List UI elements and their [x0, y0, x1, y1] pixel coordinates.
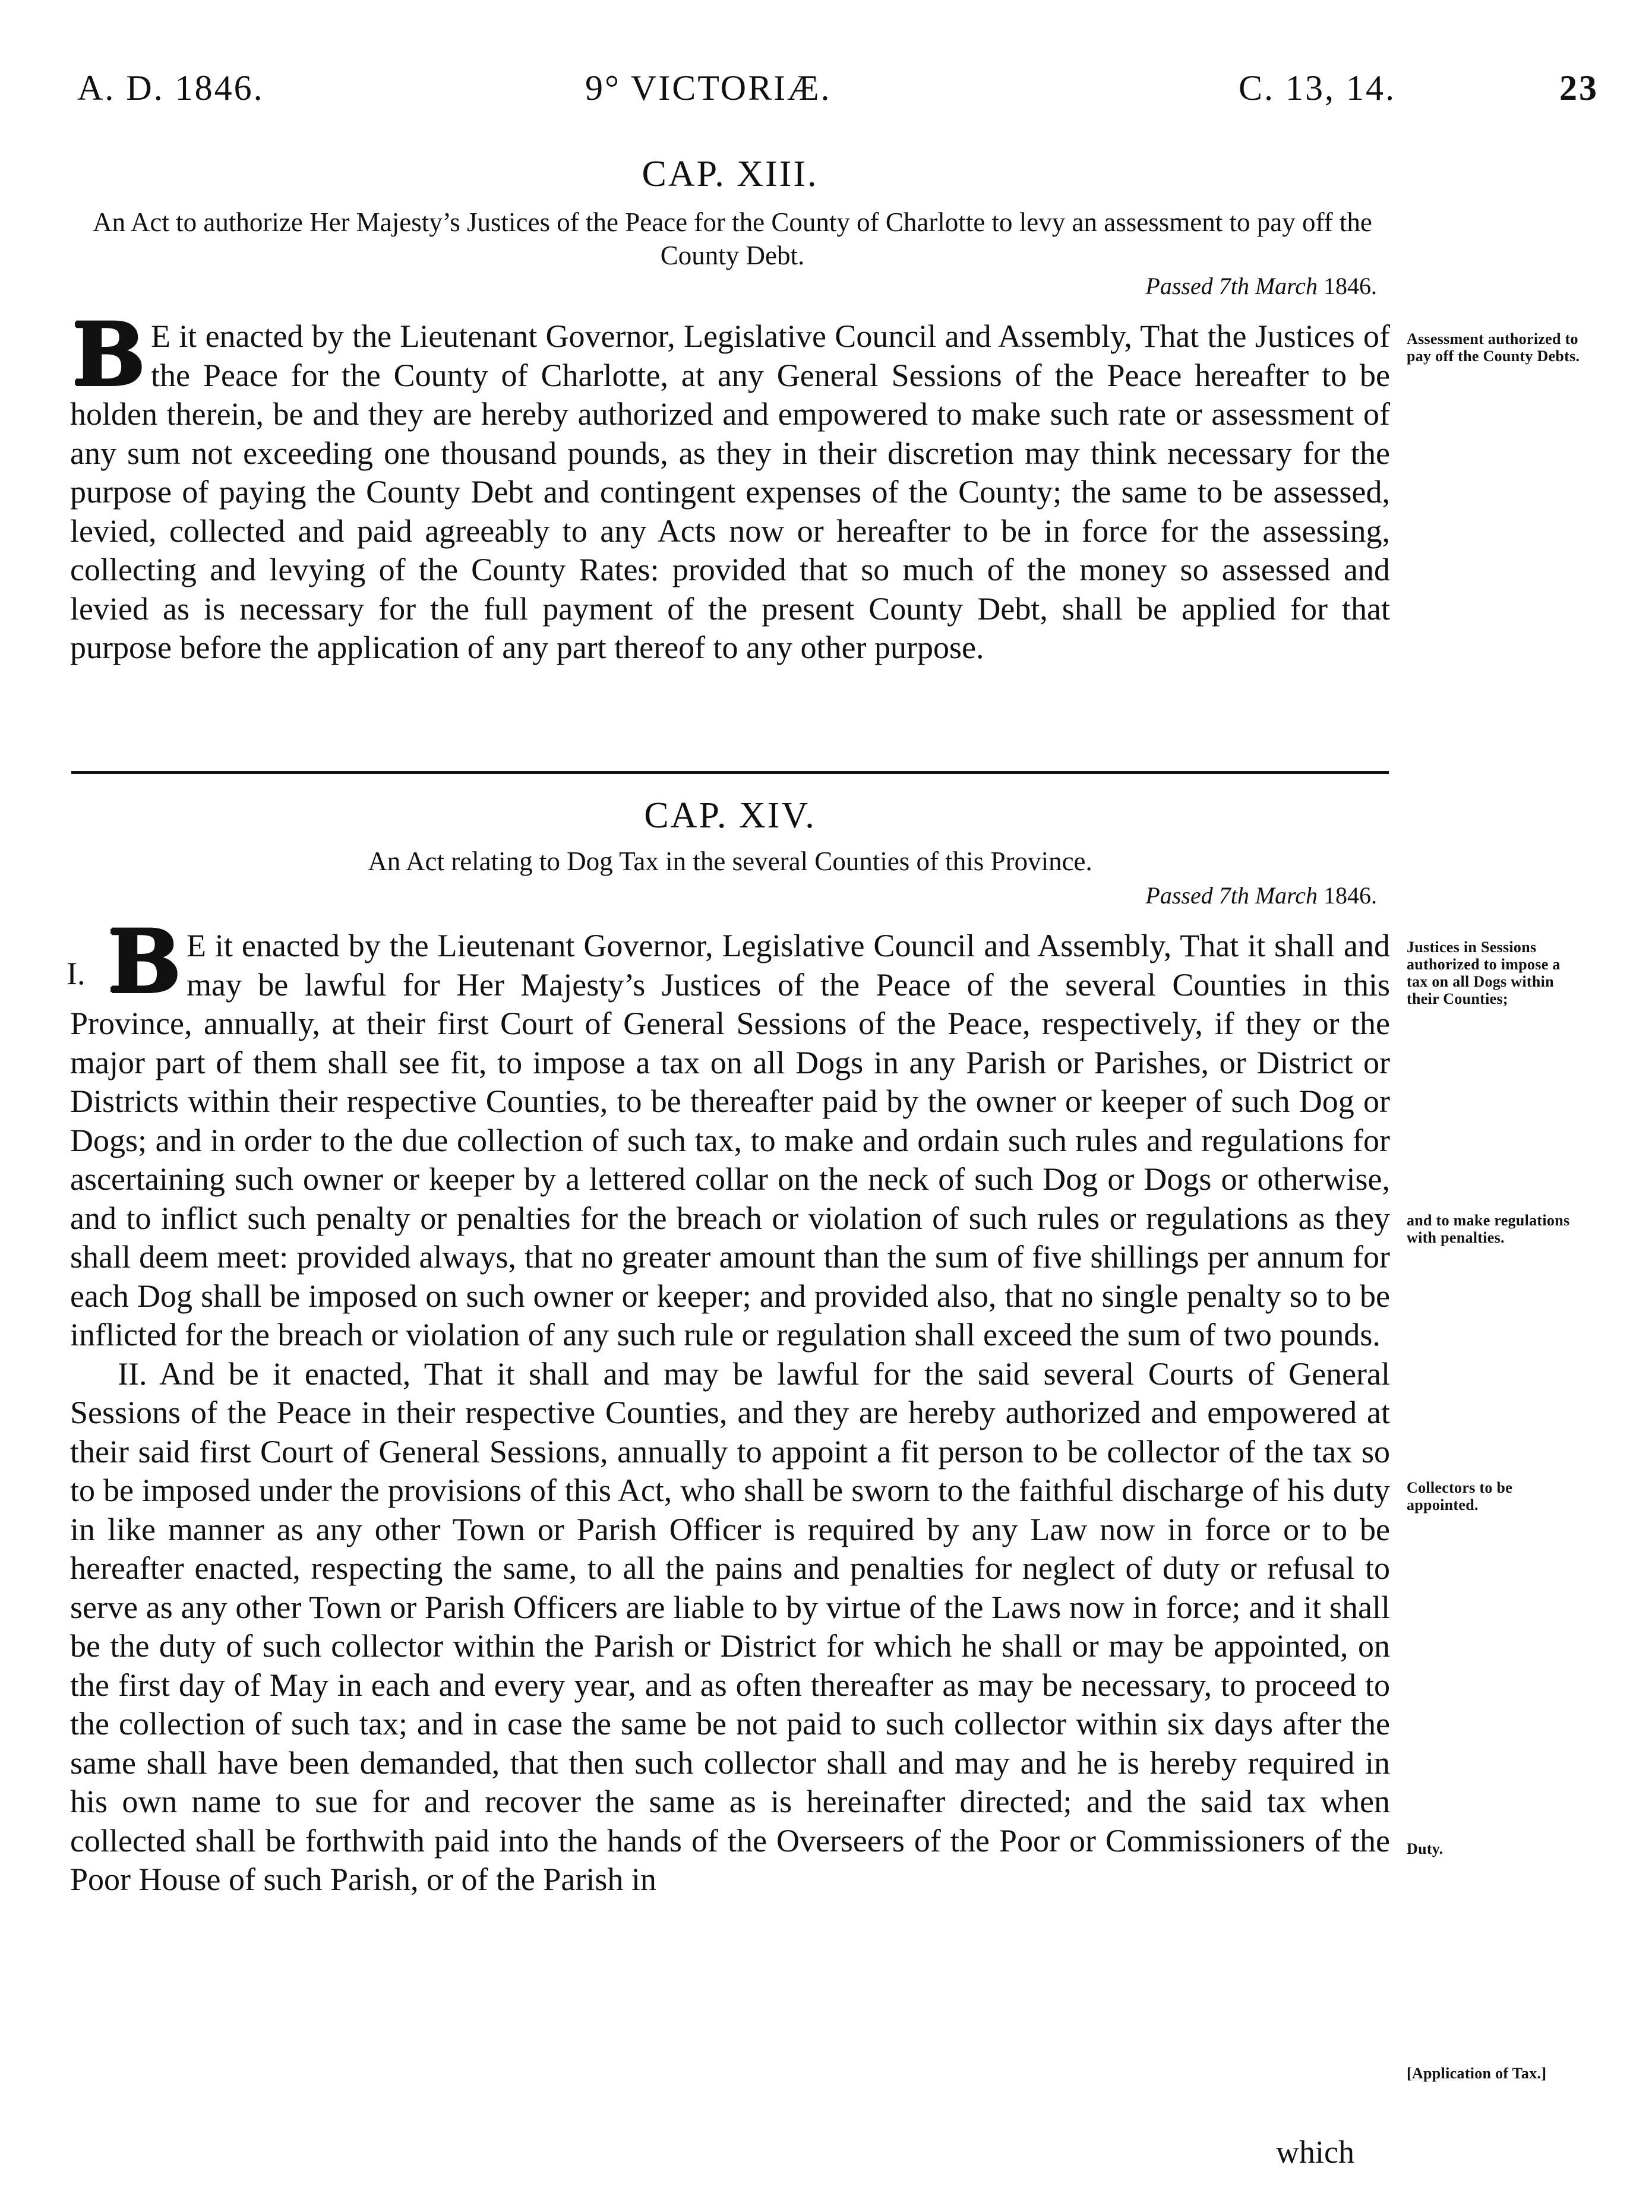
margin-note-application: [Application of Tax.] [1407, 2065, 1547, 2082]
cap-14-title: CAP. XIV. [644, 795, 816, 836]
page-number: 23 [1559, 68, 1599, 108]
catchword: which [1276, 2134, 1354, 2170]
cap-13-dropcap: B [72, 304, 143, 406]
cap-13-act-title-block [70, 206, 1395, 272]
margin-note-regulations: and to make regulations with penalties. [1407, 1212, 1570, 1246]
margin-note-duty: Duty. [1407, 1840, 1443, 1857]
cap-14-passed-label: Passed [1145, 882, 1213, 909]
margin-note-justices: Justices in Sessions authorized to impose a tax on all Dogs within their Counties; [1407, 938, 1561, 1007]
cap-14-heading [70, 797, 1390, 834]
cap-14-dropcap: B [108, 911, 179, 1013]
cap-13-text: E it enacted by the Lieutenant Governor, Legislative Council and Assembly, That the Justices of the Peace for the County of Charlotte, at any General Sessions of the Peace hereafter to be holden therein, be and they are hereby authorized and empowered to make such rate or assessment of any sum not exceeding one thousand pounds, as they in their discretion may think necessary for the purpose of paying the County Debt and contingent expenses of the County; the same to be assessed, levied, collected and paid agreeably to any Acts now or hereafter to be in force for the assessing, collecting and levying of the County Rates: provided that so much of the money so assessed and levied as is necessary for the full payment of the present County Debt, shall be applied for that purpose before the application of any part thereof to any other purpose. [70, 318, 1390, 665]
header-year: A. D. 1846. [77, 68, 264, 108]
cap-14-passed-year: 1846. [1324, 882, 1377, 909]
cap-14-passed-date: 7th March [1218, 882, 1318, 909]
cap-14-act-title: An Act relating to Dog Tax in the several Counties of this Province. [368, 846, 1092, 876]
cap-13-title: CAP. XIII. [642, 154, 819, 194]
cap-14-section-1-text: E it enacted by the Lieutenant Governor, Legislative Council and Assembly, That it shall and may be lawful for Her Majesty’s Justices of the Peace of the several Counties in this Province, annually, at their first Court of General Sessions of the Peace, respectively, if they or the major part of them shall see fit, to impose a tax on all Dogs in any Parish or Parishes, or District or Districts within their respective Counties, to be thereafter paid by the owner or keeper of such Dog or Dogs; and in order to the due collection of such tax, to make and ordain such rules and regulations for ascertaining such owner or keeper by a lettered collar on the neck of such Dog or Dogs or otherwise, and to inflict such penalty or penalties for the breach or violation of such rules or regulations as they shall deem meet: provided always, that no greater amount than the sum of five shillings per annum for each Dog shall be imposed on such owner or keeper; and provided also, that no single penalty so to be inflicted for the breach or violation of any such rule or regulation shall exceed the sum of two pounds. [70, 928, 1390, 1353]
header-chapters: C. 13, 14. [1239, 68, 1397, 108]
cap-13-act-title: An Act to authorize Her Majesty’s Justices of the Peace for the County of Charlotte to levy an assessment to pay off the County Debt. [93, 207, 1372, 270]
cap-13-passed-label: Passed [1145, 273, 1213, 299]
margin-note-collectors: Collectors to be appointed. [1407, 1479, 1513, 1513]
cap-14-body [67, 911, 1390, 1900]
cap-14-section-1-opening [67, 911, 187, 1013]
section-1-number: I. [67, 956, 86, 991]
cap-13-body [70, 304, 1390, 668]
cap-13-passed-date: 7th March [1218, 273, 1318, 299]
cap-14-act-title-block [70, 845, 1390, 878]
cap-13-passed-line [70, 274, 1390, 298]
cap-14-section-2-text: II. And be it enacted, That it shall and may be lawful for the said several Courts of General Sessions of the Peace in their respective Counties, and they are hereby authorized and empowered at their said first Court of General Sessions, annually to appoint a fit person to be collector of the tax so to be imposed under the provisions of this Act, who shall be sworn to the faithful discharge of his duty in like manner as any other Town or Parish Officer is required by any Law now in force or to be hereafter enacted, respecting the same, to all the pains and penalties for neglect of duty or refusal to serve as any other Town or Parish Officers are liable to by virtue of the Laws now in force; and it shall be the duty of such collector within the Parish or District for which he shall or may be appointed, on the first day of May in each and every year, and as often thereafter as may be necessary, to proceed to the collection of such tax; and in case the same be not paid to such collector within six days after the same shall have been demanded, that then such collector shall and may and he is hereby required in his own name to sue for and recover the same as is hereinafter directed; and the said tax when collected shall be forthwith paid into the hands of the Overseers of the Poor or Commissioners of the Poor House of such Parish, or of the Parish in [70, 1355, 1390, 1897]
margin-note-assessment: Assessment authorized to pay off the County Debts. [1407, 330, 1580, 365]
cap-14-passed-line [70, 884, 1390, 908]
header-reign: 9° VICTORIÆ. [585, 68, 832, 108]
cap-13-passed-year: 1846. [1324, 273, 1377, 299]
section-divider-rule [71, 771, 1389, 774]
cap-13-heading [70, 156, 1390, 192]
